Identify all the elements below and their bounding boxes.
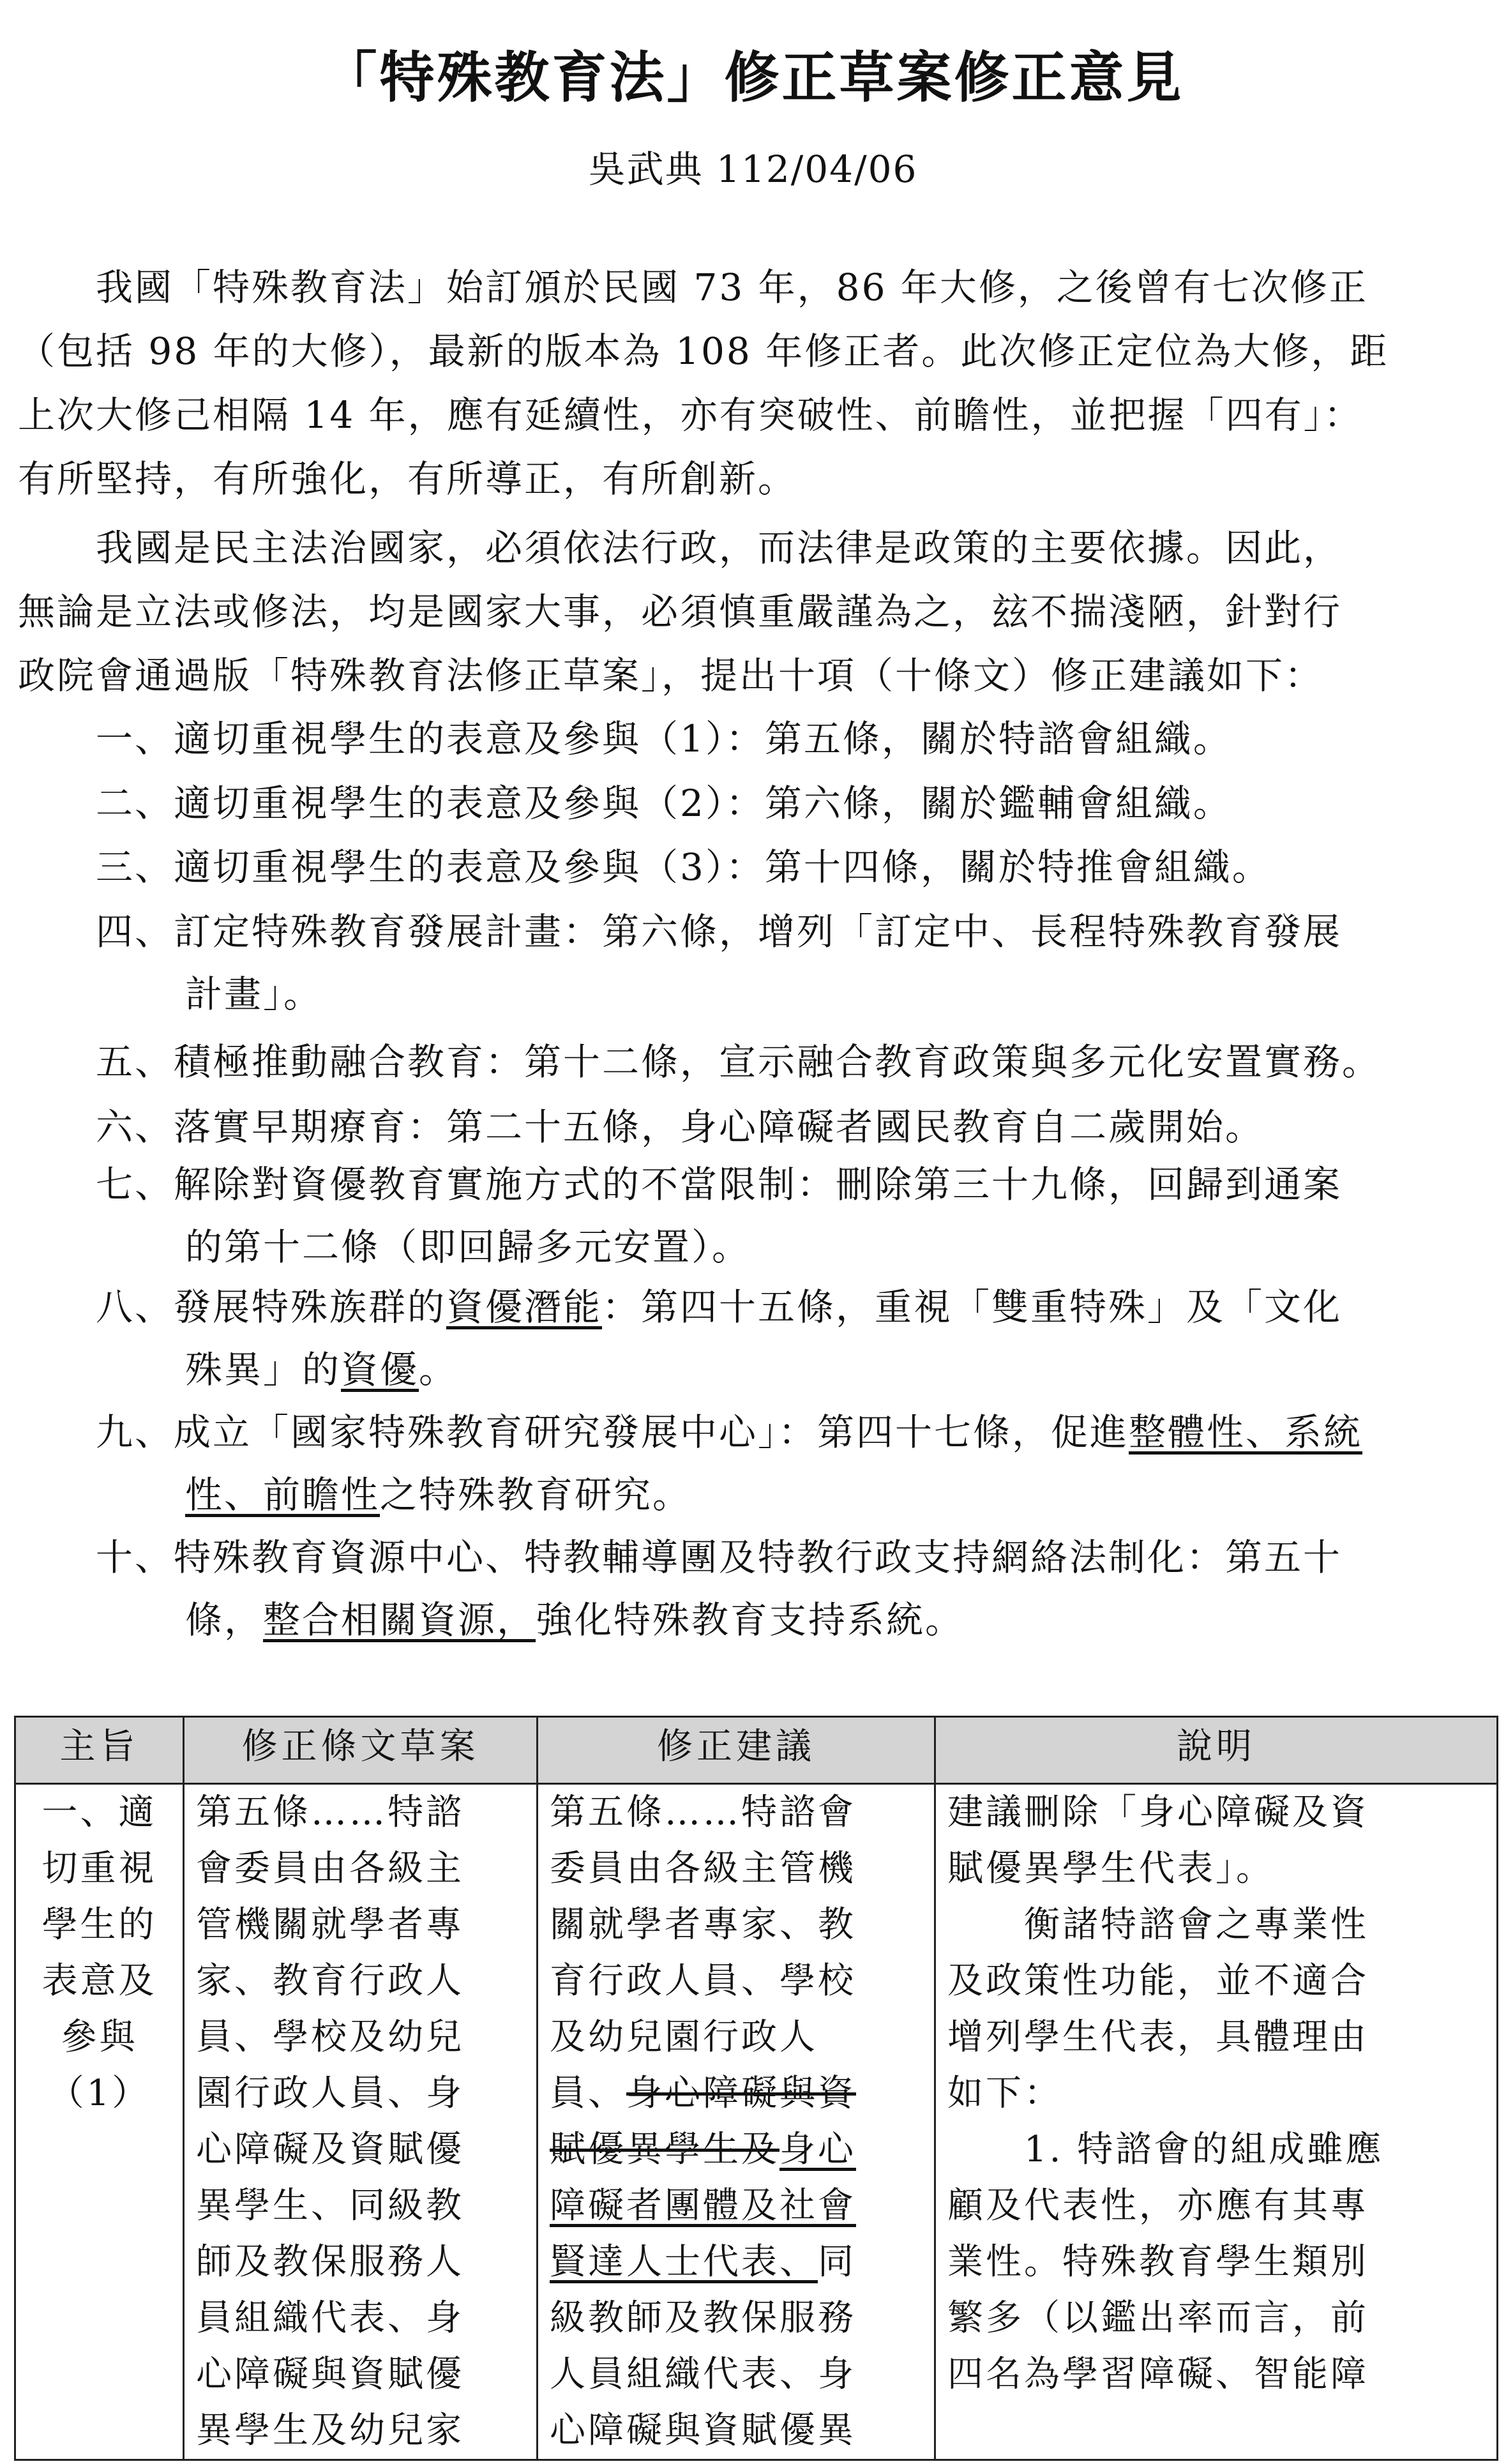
cell-line: 及幼兒園行政人 (550, 2016, 818, 2058)
text-line: 無論是立法或修法，均是國家大事，必須慎重嚴謹為之，玆不揣淺陋，針對行 (18, 590, 1343, 633)
cell-line: 管機關就學者專 (196, 1904, 464, 1946)
amendment-table (14, 1716, 1498, 2461)
text-run: 之特殊教育研究。 (380, 1473, 692, 1516)
list-item (96, 900, 1500, 1025)
text-run: 同 (818, 2241, 856, 2283)
cell-line: 關就學者專家、教 (550, 1904, 856, 1946)
text-line: 三、適切重視學生的表意及參與（3）：第十四條，關於特推會組織。 (96, 845, 1271, 889)
text-line: 政院會通過版「特殊教育法修正草案」，提出十項（十條文）修正建議如下： (18, 654, 1324, 697)
cell-line: 心障礙與資賦優異 (550, 2410, 856, 2451)
deleted-text: 身心障礙與資 (626, 2073, 856, 2114)
cell-line: 員組織代表、身 (196, 2297, 464, 2339)
text-run: 。 (419, 1348, 458, 1391)
cell-line (550, 2122, 922, 2178)
text-line: 我國「特殊教育法」始訂頒於民國 73 年，86 年大修，之後曾有七次修正 (18, 266, 1368, 309)
document-title: 「特殊教育法」修正草案修正意見 (322, 46, 1184, 110)
list-item (96, 707, 1500, 770)
text-line: 十、特殊教育資源中心、特教輔導團及特教行政支持網絡法制化：第五十 (96, 1536, 1343, 1579)
underlined-text: 性、前瞻性 (185, 1473, 380, 1516)
list-item (96, 1031, 1500, 1093)
cell-line (550, 2234, 922, 2290)
text-line: 四、訂定特殊教育發展計畫：第六條，增列「訂定中、長程特殊教育發展 (96, 910, 1343, 953)
text-line: 五、積極推動融合教育：第十二條，宣示融合教育政策與多元化安置實務。 (96, 1040, 1382, 1084)
list-item (96, 1401, 1500, 1526)
cell-line: 1. 特諮會的組成雖應 (947, 2129, 1384, 2170)
text-run: 員、 (550, 2073, 626, 2114)
underlined-text: 整合相關資源， (263, 1598, 536, 1642)
added-text: 身心 (779, 2129, 856, 2170)
author-date: 吳武典 112/04/06 (588, 147, 918, 191)
added-text: 障礙者團體及社會 (550, 2185, 856, 2226)
cell-line: 建議刪除「身心障礙及資 (947, 1792, 1369, 1833)
cell-line: 異學生及幼兒家 (196, 2410, 464, 2451)
cell-line: 員、學校及幼兒 (196, 2016, 464, 2058)
text-run: 九、成立「國家特殊教育研究發展中心」：第四十七條，促進 (96, 1410, 1129, 1454)
cell-line: 表意及 (41, 1960, 157, 2002)
cell-line: 賦優異學生代表」。 (947, 1848, 1274, 1889)
cell-line: 增列學生代表，具體理由 (947, 2016, 1369, 2058)
text-line (96, 1589, 1500, 1651)
cell-line: 四名為學習障礙、智能障 (947, 2354, 1369, 2395)
list-item (96, 1526, 1500, 1651)
cell-line: 及政策性功能，並不適合 (947, 1960, 1369, 2002)
explanation-cell (935, 1784, 1498, 2460)
list-item (96, 1153, 1500, 1278)
intro-paragraph-2 (18, 516, 1467, 707)
cell-line: 心障礙及資賦優 (196, 2129, 464, 2170)
text-line (96, 1401, 1500, 1463)
added-text: 賢達人士代表、 (550, 2241, 818, 2283)
cell-line: 心障礙與資賦優 (196, 2354, 464, 2395)
text-run: ：第四十五條，重視「雙重特殊」及「文化 (602, 1285, 1343, 1329)
cell-line: 第五條……特諮會 (550, 1792, 856, 1833)
text-line: 的第十二條（即回歸多元安置）。 (185, 1225, 751, 1269)
text-line: 我國是民主法治國家，必須依法行政，而法律是政策的主要依據。因此， (18, 526, 1343, 570)
text-line: 有所堅持，有所強化，有所導正，有所創新。 (18, 457, 797, 501)
header-draft-article: 修正條文草案 (184, 1717, 538, 1784)
header-explanation: 說明 (935, 1717, 1498, 1784)
cell-line (550, 2178, 922, 2234)
text-line (96, 1276, 1500, 1338)
text-line: 上次大修己相隔 14 年，應有延續性，亦有突破性、前瞻性，並把握「四有」： (18, 393, 1363, 437)
cell-line: 異學生、同級教 (196, 2185, 464, 2226)
cell-line: 繁多（以鑑出率而言，前 (947, 2297, 1369, 2339)
cell-line: 如下： (947, 2073, 1062, 2114)
text-line: 七、解除對資優教育實施方式的不當限制：刪除第三十九條，回歸到通案 (96, 1163, 1343, 1206)
cell-line: 會委員由各級主 (196, 1848, 464, 1889)
cell-line: 委員由各級主管機 (550, 1848, 856, 1889)
cell-line: 參與 (61, 2016, 138, 2058)
text-run: 條， (185, 1598, 264, 1642)
list-item (96, 1096, 1500, 1158)
cell-line: 家、教育行政人 (196, 1960, 464, 2002)
cell-line: 學生的 (41, 1904, 157, 1946)
deleted-text: 賦優異學生及 (550, 2129, 779, 2170)
purpose-cell (15, 1784, 184, 2460)
cell-line: （1） (48, 2073, 151, 2114)
list-item (96, 1276, 1500, 1401)
underlined-text: 資優 (341, 1348, 419, 1391)
text-line: 六、落實早期療育：第二十五條，身心障礙者國民教育自二歲開始。 (96, 1105, 1265, 1149)
cell-line: 衡諸特諮會之專業性 (947, 1904, 1369, 1946)
text-run: 殊異」的 (185, 1348, 342, 1391)
header-purpose: 主旨 (15, 1717, 184, 1784)
cell-line: 人員組織代表、身 (550, 2354, 856, 2395)
underlined-text: 資優潛能 (446, 1285, 603, 1329)
suggestion-cell (538, 1784, 935, 2460)
list-item (96, 836, 1500, 898)
cell-line (550, 2066, 922, 2122)
intro-paragraph-1 (18, 255, 1467, 511)
text-line (96, 1338, 1500, 1401)
text-line: 一、適切重視學生的表意及參與（1）：第五條，關於特諮會組織。 (96, 717, 1232, 760)
cell-line: 園行政人員、身 (196, 2073, 464, 2114)
text-line (96, 1463, 1500, 1526)
text-run: 強化特殊教育支持系統。 (536, 1598, 965, 1642)
cell-line: 一、適 (41, 1792, 157, 1833)
text-run: 八、發展特殊族群的 (96, 1285, 447, 1329)
table-row (15, 1784, 1498, 2460)
cell-line: 級教師及教保服務 (550, 2297, 856, 2339)
cell-line: 切重視 (41, 1848, 157, 1889)
cell-line: 育行政人員、學校 (550, 1960, 856, 2002)
cell-line: 顧及代表性，亦應有其專 (947, 2185, 1369, 2226)
cell-line: 業性。特殊教育學生類別 (947, 2241, 1369, 2283)
text-line: （包括 98 年的大修），最新的版本為 108 年修正者。此次修正定位為大修，距 (18, 329, 1389, 373)
header-suggestion: 修正建議 (538, 1717, 935, 1784)
table-header-row (15, 1717, 1498, 1784)
text-line: 計畫」。 (185, 972, 323, 1016)
cell-line: 第五條……特諮 (196, 1792, 464, 1833)
text-line: 二、適切重視學生的表意及參與（2）：第六條，關於鑑輔會組織。 (96, 782, 1232, 825)
underlined-text: 整體性、系統 (1129, 1410, 1363, 1454)
cell-line: 師及教保服務人 (196, 2241, 464, 2283)
list-item (96, 772, 1500, 835)
draft-article-cell (184, 1784, 538, 2460)
